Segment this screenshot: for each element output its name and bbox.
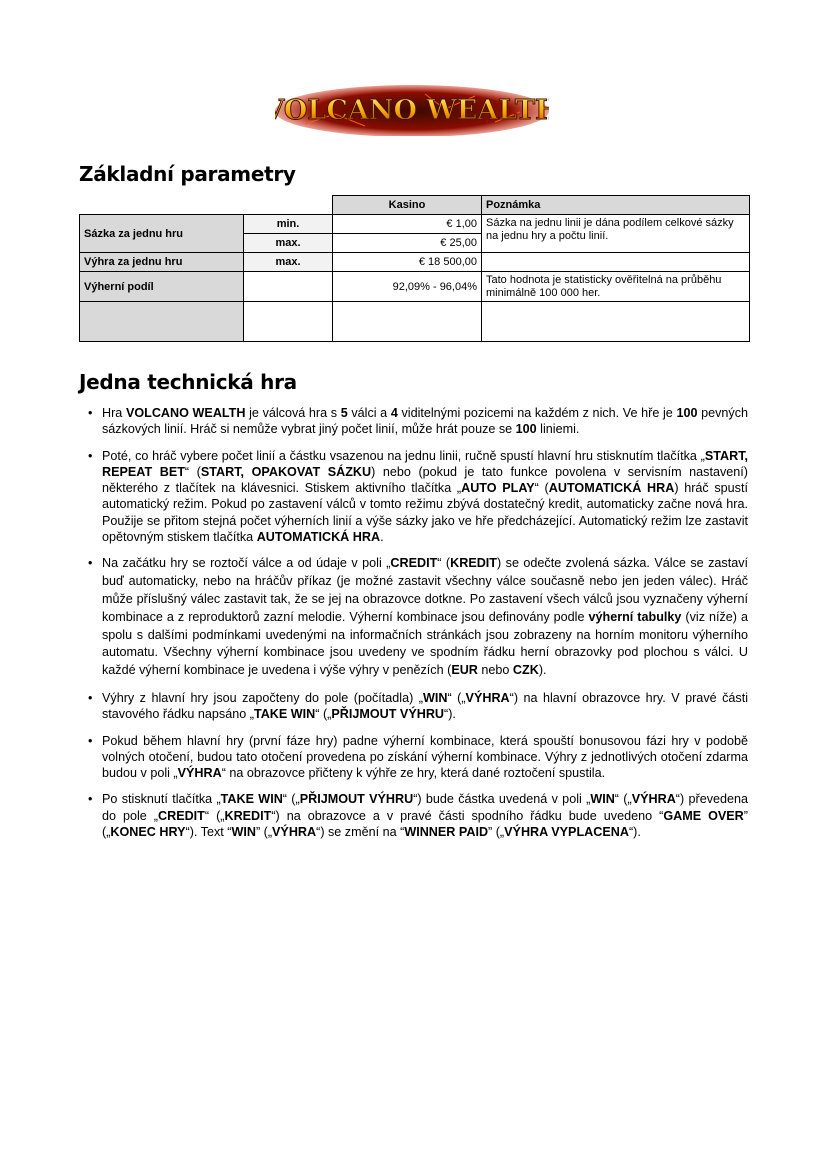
svg-text:VOLCANO WEALTH: VOLCANO WEALTH <box>275 95 549 126</box>
bold-text: START, OPAKOVAT SÁZKU <box>200 464 372 479</box>
bold-text: KONEC HRY <box>110 825 186 840</box>
section-title-parameters: Základní parametry <box>79 162 296 186</box>
text: “ („ <box>282 792 300 807</box>
bold-text: VÝHRA <box>177 766 222 781</box>
bold-text: 5 <box>340 406 348 420</box>
bold-text: 4 <box>390 406 398 420</box>
table-row <box>80 215 750 234</box>
row-sub: max. <box>244 234 333 253</box>
row-value: € 18 500,00 <box>333 253 482 272</box>
row-sub: min. <box>244 215 333 234</box>
empty-cell <box>244 302 333 342</box>
row-value: 92,09% - 96,04% <box>333 272 482 302</box>
bold-text: CREDIT <box>390 556 438 571</box>
text: Pokud během hlavní hry (první fáze hry) padne výherní kombinace, která spouští bonusovou fázi hry v podobě volných otočení, budou tato otočení provedena po získání výherní kombinace. Výhry z jednotlivých otočení zdarma budou v poli „ <box>102 733 748 781</box>
text: “). <box>444 707 456 722</box>
table-row <box>80 253 750 272</box>
bold-text: START, REPEAT BET <box>102 448 748 479</box>
row-sub <box>244 272 333 302</box>
bold-text: VÝHRA VYPLACENA <box>504 825 629 840</box>
bold-text: KREDIT <box>450 556 498 571</box>
text: ) se odečte zvolená sázka. Válce se zastaví buď automaticky, nebo na hráčův příkaz (je možné zastavit všechny válce současně nebo jen jeden válec). Hráč může příslušný válec zastavit tak, že se jej na obrazovce dotkne. Po zastavení všech válců jsou vyznačeny výherní kombinace a z reproduktorů zazní melodie. Výherní kombinace jsou definovány podle <box>102 556 748 624</box>
text: (viz níže) a spolu s dalšími podmínkami uvedenými na informačních stránkách jsou zobrazeny na horním monitoru výherního automatu. Všechny výherní kombinace jsou uvedeny ve spodním řádku herní obrazovky pod plochou s válci. U každé výherní kombinace je uvedena i výše výhry v penězích ( <box>102 609 749 678</box>
table-corner <box>80 196 333 215</box>
bold-text: WIN <box>422 690 448 705</box>
list-item <box>88 555 748 680</box>
bold-text: 100 <box>676 406 698 420</box>
text: “) na hlavní obrazovce hry. V pravé části stavového řádku napsáno „ <box>102 690 748 722</box>
text: Výhry z hlavní hry jsou započteny do pole (počítadla) „ <box>102 690 423 705</box>
text: “). <box>628 825 641 840</box>
bold-text: CREDIT <box>158 808 205 823</box>
text: “ („ <box>447 690 466 705</box>
text: “ („ <box>315 707 332 722</box>
bold-text: EUR <box>451 663 478 678</box>
text: “ („ <box>614 792 632 807</box>
text: liniemi. <box>536 422 580 437</box>
row-note: Sázka na jednu linii je dána podílem celkové sázky na jednu hry a počtu linií. <box>482 215 750 253</box>
bold-text: 100 <box>515 422 537 437</box>
bold-text: výherní tabulky <box>588 609 682 624</box>
bold-text: VÝHRA <box>272 825 317 840</box>
bold-text: WIN <box>590 792 615 807</box>
text: “) na obrazovce a v pravé části spodního řádku bude uvedeno “ <box>271 808 664 823</box>
bold-text: PŘIJMOUT VÝHRU <box>299 792 414 807</box>
bold-text: KREDIT <box>224 808 272 823</box>
text: Poté, co hráč vybere počet linií a částku vsazenou na jednu linii, ručně spustí hlavní hru stisknutím tlačítka „ <box>102 448 705 463</box>
row-value: € 25,00 <box>333 234 482 253</box>
bold-text: TAKE WIN <box>253 707 316 722</box>
row-sub: max. <box>244 253 333 272</box>
text: ” („ <box>102 808 748 840</box>
empty-cell <box>482 302 750 342</box>
text: “ ( <box>437 556 451 571</box>
rules-list <box>88 405 748 850</box>
bold-text: TAKE WIN <box>220 792 283 807</box>
bold-text: AUTO PLAY <box>461 481 535 496</box>
text: ). <box>538 663 547 678</box>
text: “ ( <box>184 464 201 479</box>
row-note: Tato hodnota je statisticky ověřitelná na průběhu minimálně 100 000 her. <box>482 272 750 302</box>
volcano-wealth-logo <box>275 84 549 136</box>
text: Hra <box>102 406 126 420</box>
row-label: Sázka za jednu hru <box>80 215 244 253</box>
text: Na začátku hry se roztočí válce a od údaje v poli „ <box>102 556 391 571</box>
text: ” („ <box>255 825 273 840</box>
bold-text: WINNER PAID <box>404 825 489 840</box>
column-header-poznamka: Poznámka <box>482 196 750 215</box>
list-item <box>88 690 748 723</box>
column-header-kasino: Kasino <box>333 196 482 215</box>
list-item <box>88 733 748 782</box>
list-item <box>88 405 748 438</box>
text: “ ( <box>534 481 549 496</box>
text: “). Text “ <box>185 825 232 840</box>
table-row <box>80 272 750 302</box>
list-item <box>88 448 748 546</box>
section-title-technical-game: Jedna technická hra <box>79 370 297 394</box>
text: “ („ <box>204 808 225 823</box>
parameters-table <box>79 195 750 342</box>
list-item <box>88 791 748 840</box>
text: “ na obrazovce přičteny k výhře ze hry, která dané roztočení spustila. <box>221 766 606 781</box>
text: nebo <box>477 663 513 678</box>
bold-text: VÝHRA <box>465 690 510 705</box>
bold-text: CZK <box>512 663 539 678</box>
bold-text: PŘIJMOUT VÝHRU <box>331 707 445 722</box>
text: pevných sázkových linií. Hráč si nemůže vybrat jiný počet linií, může hrát pouze se <box>102 406 748 437</box>
row-value: € 1,00 <box>333 215 482 234</box>
text: je válcová hra s <box>245 406 341 420</box>
bold-text: VOLCANO WEALTH <box>125 406 246 420</box>
text: viditelnými pozicemi na každém z nich. Ve hře je <box>397 406 677 420</box>
text: Po stisknutí tlačítka „ <box>102 792 221 807</box>
bold-text: AUTOMATICKÁ HRA <box>256 530 381 545</box>
text: ” („ <box>488 825 505 840</box>
bold-text: VÝHRA <box>631 792 676 807</box>
empty-cell <box>80 302 244 342</box>
text: ) nebo (pokud je tato funkce povolena v servisním nastavení) některého z tlačítek na klávesnici. Stiskem aktivního tlačítka „ <box>102 464 748 496</box>
text: “) bude částka uvedená v poli „ <box>413 792 591 807</box>
row-label: Výhra za jednu hru <box>80 253 244 272</box>
text: ) hráč spustí automatický režim. Pokud po zastavení válců v tomto režimu zbývá dostatečný kredit, automaticky začne nová hra. Použije se přitom stejná počet výherních linií a výše sázky jako ve hře předcházející. Automatický režim lze zastavit opětovným stiskem tlačítka <box>102 481 748 545</box>
row-label: Výherní podíl <box>80 272 244 302</box>
empty-cell <box>333 302 482 342</box>
text: “) se změní na “ <box>316 825 405 840</box>
table-row-empty <box>80 302 750 342</box>
row-note <box>482 253 750 272</box>
bold-text: WIN <box>231 825 256 840</box>
bold-text: GAME OVER <box>663 808 744 823</box>
text: “) převedena do pole „ <box>102 792 749 823</box>
text: válci a <box>347 406 391 420</box>
bold-text: AUTOMATICKÁ HRA <box>548 481 675 496</box>
text: . <box>380 530 384 545</box>
